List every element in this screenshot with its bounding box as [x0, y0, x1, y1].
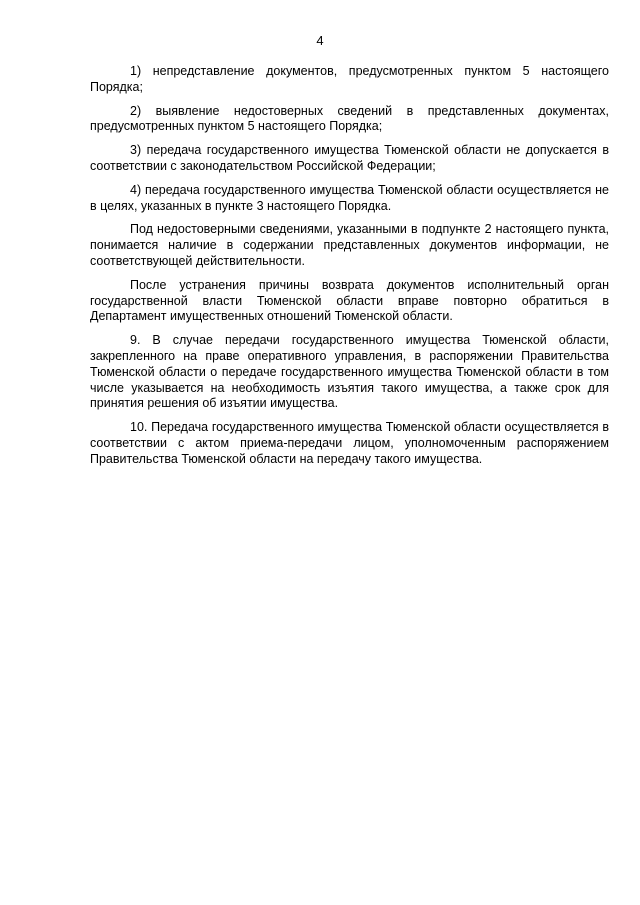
paragraph-item-3: 3) передача государственного имущества Тюменской области не допускается в соответствии с законодательством Российской Федерации;	[90, 143, 609, 173]
paragraph-resubmission: После устранения причины возврата документов исполнительный орган государственной власти Тюменской области вправе повторно обратиться в Департамент имущественных отношений Тюменской области.	[90, 277, 609, 324]
document-body	[90, 64, 609, 476]
paragraph-clause-9: 9. В случае передачи государственного имущества Тюменской области, закрепленного на праве оперативного управления, в распоряжении Правительства Тюменской области о передаче государственного имущества Тюменской области в том числе указывается на необходимость изъятия такого имущества, а также срок для принятия решения об изъятии имущества.	[90, 333, 609, 411]
paragraph-definition: Под недостоверными сведениями, указанными в подпункте 2 настоящего пункта, понимается наличие в содержании представленных документов информации, не соответствующей действительности.	[90, 222, 609, 268]
paragraph-item-1: 1) непредставление документов, предусмотренных пунктом 5 настоящего Порядка;	[90, 64, 609, 94]
paragraph-clause-10: 10. Передача государственного имущества Тюменской области осуществляется в соответствии с актом приема-передачи лицом, уполномоченным распоряжением Правительства Тюменской области на передачу такого имущества.	[90, 420, 609, 466]
paragraph-item-2: 2) выявление недостоверных сведений в представленных документах, предусмотренных пунктом 5 настоящего Порядка;	[90, 103, 609, 134]
paragraph-item-4: 4) передача государственного имущества Тюменской области осуществляется не в целях, указанных в пункте 3 настоящего Порядка.	[90, 182, 609, 213]
page-number: 4	[316, 33, 324, 48]
